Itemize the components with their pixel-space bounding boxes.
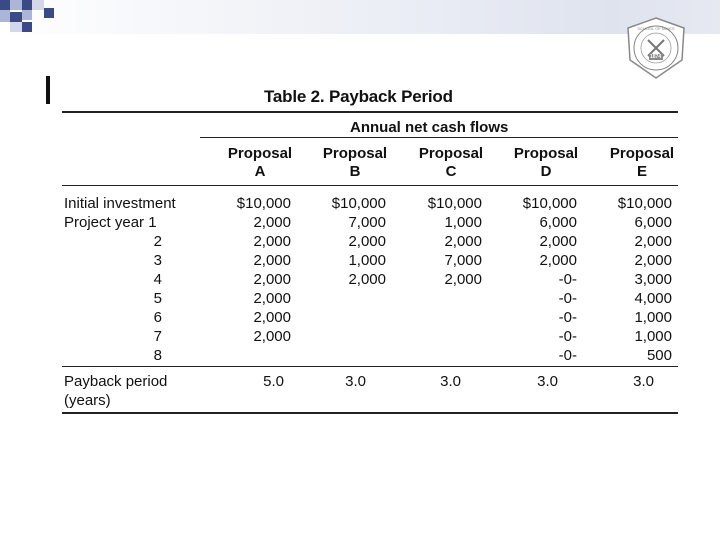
table-cell: 2,000 bbox=[253, 271, 291, 288]
payback-label-line2: (years) bbox=[64, 392, 111, 409]
table-cell: $10,000 bbox=[617, 195, 672, 212]
decor-square bbox=[22, 10, 32, 20]
column-header-line1: Proposal bbox=[513, 145, 579, 162]
payback-label-line1: Payback period bbox=[64, 373, 168, 390]
column-header-line2: C bbox=[445, 163, 457, 180]
school-seal-logo bbox=[624, 16, 688, 80]
table-cell: 2,000 bbox=[539, 233, 577, 250]
column-header-line2: A bbox=[254, 163, 266, 180]
seal-year: 1874 bbox=[650, 54, 662, 60]
payback-value: 5.0 bbox=[263, 373, 284, 390]
row-label: 4 bbox=[153, 271, 162, 288]
table-cell: 4,000 bbox=[634, 290, 672, 307]
table-cell: 2,000 bbox=[444, 271, 482, 288]
table-cell: 1,000 bbox=[444, 214, 482, 231]
payback-label bbox=[64, 372, 167, 410]
table-cell: 2,000 bbox=[634, 233, 672, 250]
table-cell: 6,000 bbox=[634, 214, 672, 231]
table-cell: 7,000 bbox=[444, 252, 482, 269]
column-header bbox=[411, 145, 491, 181]
table-cell: -0- bbox=[558, 309, 577, 326]
table-cell: 1,000 bbox=[634, 328, 672, 345]
table-cell: 2,000 bbox=[348, 271, 386, 288]
column-header-line1: Proposal bbox=[322, 145, 388, 162]
header-band bbox=[0, 0, 720, 34]
decor-square bbox=[10, 12, 22, 22]
column-header bbox=[602, 145, 682, 181]
row-label: 5 bbox=[153, 290, 162, 307]
payback-value: 3.0 bbox=[537, 373, 558, 390]
column-header-line1: Proposal bbox=[609, 145, 675, 162]
column-header-line1: Proposal bbox=[418, 145, 484, 162]
group-header: Annual net cash flows bbox=[350, 119, 509, 136]
table-cell: $10,000 bbox=[236, 195, 291, 212]
decor-square bbox=[32, 0, 44, 10]
table-cell: 7,000 bbox=[348, 214, 386, 231]
decor-square bbox=[22, 0, 32, 10]
table-cell: 2,000 bbox=[253, 233, 291, 250]
group-rule bbox=[200, 137, 678, 138]
table-cell: 3,000 bbox=[634, 271, 672, 288]
table-cell: 500 bbox=[646, 347, 672, 364]
column-header-line2: B bbox=[349, 163, 361, 180]
header-rule bbox=[62, 185, 678, 186]
column-header bbox=[220, 145, 300, 181]
payback-value: 3.0 bbox=[440, 373, 461, 390]
seal-ring-text: SCHOOL OF MINES bbox=[637, 26, 675, 31]
column-header bbox=[315, 145, 395, 181]
table-title: Table 2. Payback Period bbox=[264, 87, 453, 106]
decor-square bbox=[10, 22, 22, 32]
column-header-line1: Proposal bbox=[227, 145, 293, 162]
row-label: 7 bbox=[153, 328, 162, 345]
table-cell: $10,000 bbox=[522, 195, 577, 212]
table-cell: 2,000 bbox=[253, 328, 291, 345]
table-cell: 1,000 bbox=[634, 309, 672, 326]
table-cell: -0- bbox=[558, 271, 577, 288]
table-cell: -0- bbox=[558, 347, 577, 364]
table-cell: 2,000 bbox=[634, 252, 672, 269]
table-cell: 6,000 bbox=[539, 214, 577, 231]
table-cell: -0- bbox=[558, 290, 577, 307]
row-label: Project year 1 bbox=[64, 214, 157, 231]
top-rule bbox=[62, 111, 678, 113]
table-cell: 2,000 bbox=[253, 290, 291, 307]
row-label: 6 bbox=[153, 309, 162, 326]
payback-rule bbox=[62, 366, 678, 367]
payback-value: 3.0 bbox=[633, 373, 654, 390]
table-cell: $10,000 bbox=[427, 195, 482, 212]
row-label: 8 bbox=[153, 347, 162, 364]
table-cell: 2,000 bbox=[253, 214, 291, 231]
decor-square bbox=[44, 8, 54, 18]
slide-marker bbox=[46, 76, 50, 104]
table-cell: 2,000 bbox=[253, 252, 291, 269]
payback-value: 3.0 bbox=[345, 373, 366, 390]
table-cell: 2,000 bbox=[539, 252, 577, 269]
decor-square bbox=[22, 22, 32, 32]
decor-square bbox=[10, 0, 22, 10]
decor-square bbox=[0, 10, 10, 22]
column-header-line2: D bbox=[540, 163, 552, 180]
column-header-line2: E bbox=[636, 163, 647, 180]
table-cell: -0- bbox=[558, 328, 577, 345]
table-cell: 2,000 bbox=[348, 233, 386, 250]
column-header bbox=[506, 145, 586, 181]
table-cell: $10,000 bbox=[331, 195, 386, 212]
row-label: 3 bbox=[153, 252, 162, 269]
decor-square bbox=[0, 0, 10, 10]
row-label: 2 bbox=[153, 233, 162, 250]
table-cell: 2,000 bbox=[253, 309, 291, 326]
table-cell: 2,000 bbox=[444, 233, 482, 250]
bottom-rule bbox=[62, 412, 678, 414]
row-label: Initial investment bbox=[64, 195, 176, 212]
table-cell: 1,000 bbox=[348, 252, 386, 269]
